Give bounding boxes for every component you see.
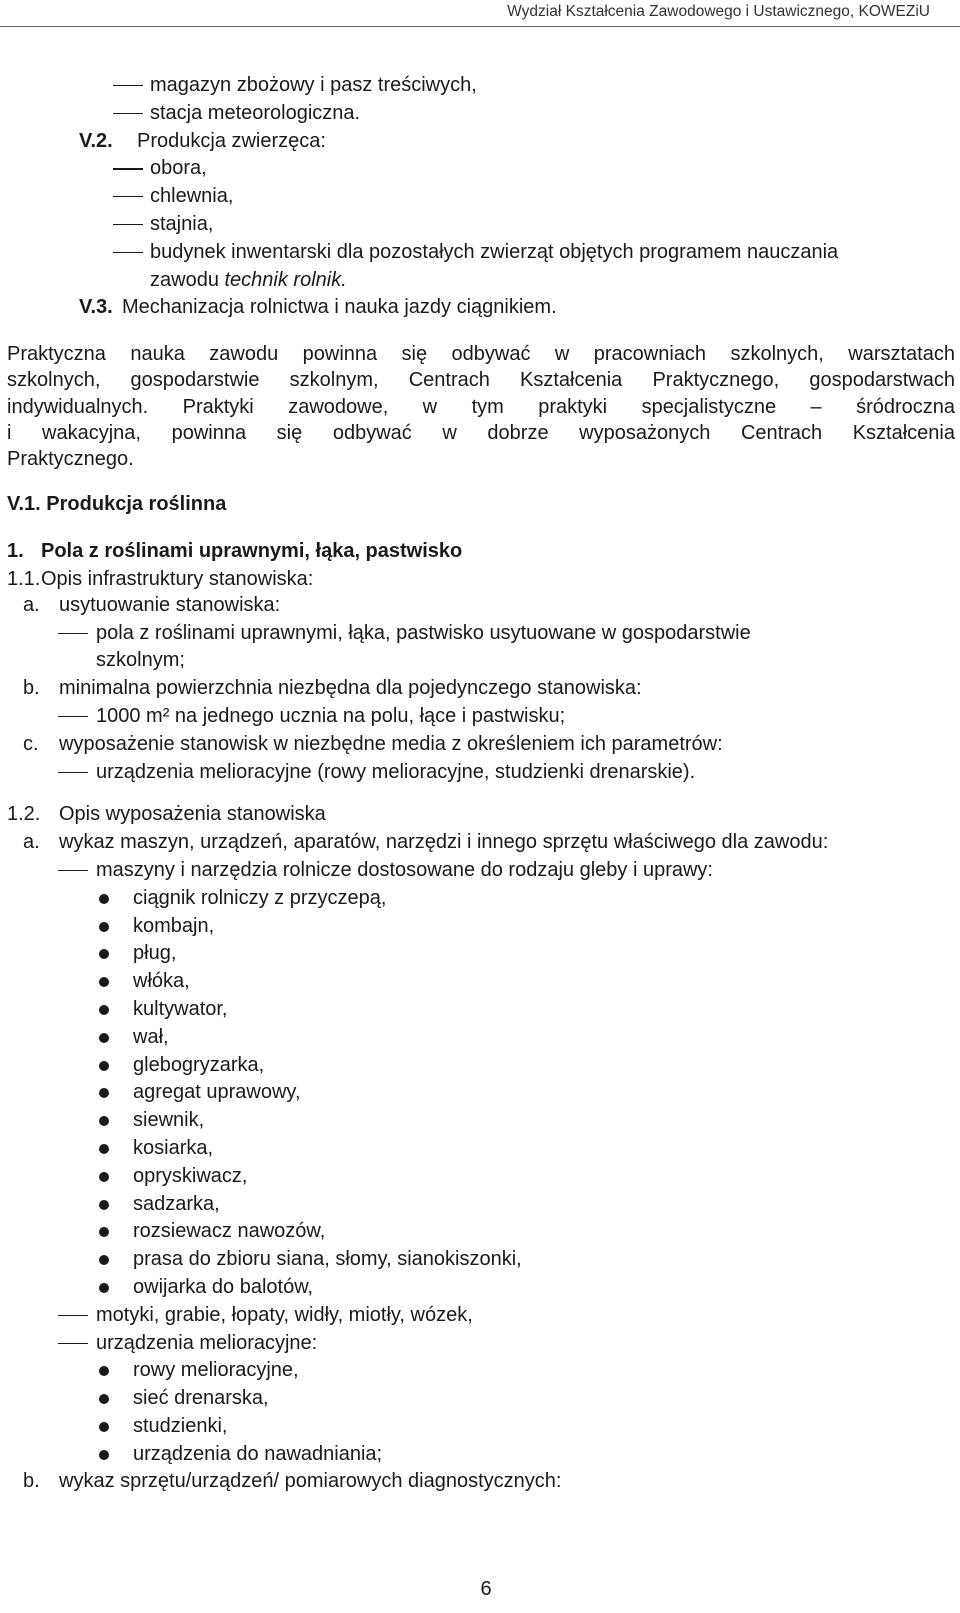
dash-marker xyxy=(113,196,143,197)
dash-marker xyxy=(113,113,143,114)
list-item: 1000 m² na jednego ucznia na polu, łące i pastwisku; xyxy=(7,703,955,731)
bullet-item: kombajn, xyxy=(7,913,955,941)
bullet-item: sieć drenarska, xyxy=(7,1385,955,1413)
bullet-item: kultywator, xyxy=(7,996,955,1024)
list-item: magazyn zbożowy i pasz treściwych, xyxy=(7,72,955,100)
bullet-item: glebogryzarka, xyxy=(7,1052,955,1080)
list-item-continuation: szkolnym; xyxy=(96,649,185,672)
bullet-marker xyxy=(99,1088,109,1098)
bullet-marker xyxy=(99,1450,109,1460)
section-heading-v3: V.3. Mechanizacja rolnictwa i nauka jazdy ciągnikiem. xyxy=(79,296,557,319)
bullet-marker xyxy=(99,1394,109,1404)
dash-marker xyxy=(58,716,88,717)
bullet-item: prasa do zbioru siana, słomy, sianokiszonki, xyxy=(7,1246,955,1274)
bullet-marker xyxy=(99,949,109,959)
dash-marker xyxy=(58,633,88,634)
list-item: pola z roślinami uprawnymi, łąka, pastwisko usytuowane w gospodarstwie xyxy=(7,620,955,648)
list-item-continuation: zawodu technik rolnik. xyxy=(150,268,347,291)
list-item: stacja meteorologiczna. xyxy=(7,100,955,128)
dash-marker xyxy=(58,772,88,773)
bullet-item: wał, xyxy=(7,1024,955,1052)
bullet-marker xyxy=(99,922,109,932)
melioration-list xyxy=(7,1357,955,1468)
subheading-1-2: 1.2. Opis wyposażenia stanowiska xyxy=(7,803,326,826)
bullet-item: ciągnik rolniczy z przyczepą, xyxy=(7,885,955,913)
bullet-marker xyxy=(99,1283,109,1293)
page-number: 6 xyxy=(480,1578,492,1600)
bullet-marker xyxy=(99,1200,109,1210)
bullet-marker xyxy=(99,1422,109,1432)
list-item: chlewnia, xyxy=(7,183,955,211)
bullet-marker xyxy=(99,1144,109,1154)
bullet-item: opryskiwacz, xyxy=(7,1163,955,1191)
bullet-marker xyxy=(99,1005,109,1015)
subheading-1-1: 1.1. Opis infrastruktury stanowiska: xyxy=(7,567,314,590)
section-heading-v2: V.2. Produkcja zwierzęca: xyxy=(79,129,326,152)
bullet-marker xyxy=(99,1255,109,1265)
bullet-item: pług, xyxy=(7,940,955,968)
item-1-2-a: a. wykaz maszyn, urządzeń, aparatów, narzędzi i innego sprzętu właściwego dla zawodu: xyxy=(23,831,829,854)
bullet-item: sadzarka, xyxy=(7,1191,955,1219)
item-c: c. wyposażenie stanowisk w niezbędne media z określeniem ich parametrów: xyxy=(23,732,723,755)
item-1-2-b: b. wykaz sprzętu/urządzeń/ pomiarowych diagnostycznych: xyxy=(23,1470,562,1493)
bullet-marker xyxy=(99,977,109,987)
bullet-marker xyxy=(99,1033,109,1043)
bullet-marker xyxy=(99,1116,109,1126)
item-b: b. minimalna powierzchnia niezbędna dla pojedynczego stanowiska: xyxy=(23,677,642,700)
heading-v1: V.1. Produkcja roślinna xyxy=(7,493,227,516)
body-paragraph: Praktyczna nauka zawodu powinna się odbywać w pracowniach szkolnych, warsztatach szkolnych, gospodarstwie szkolnym, Centrach Kształcenia Praktycznego, gospodarstwach indywidualnych. Praktyki zawodowe, w tym praktyki specjalistyczne – śródroczna i wakacyjna, powinna się odbywać w dobrze wyposażonych Centrach Kształcenia Praktycznego. xyxy=(7,343,955,470)
list-item: obora, xyxy=(7,155,955,183)
item-a: a. usytuowanie stanowiska: xyxy=(23,593,281,616)
machines-list xyxy=(7,885,955,1302)
bullet-marker xyxy=(99,1172,109,1182)
list-item: stajnia, xyxy=(7,211,955,239)
dash-marker xyxy=(113,168,143,169)
document-body xyxy=(7,72,955,1496)
bullet-item: rozsiewacz nawozów, xyxy=(7,1218,955,1246)
header-title: Wydział Kształcenia Zawodowego i Ustawicznego, KOWEZiU xyxy=(507,3,930,20)
heading-1: 1. Pola z roślinami uprawnymi, łąka, pastwisko xyxy=(7,539,463,562)
bullet-marker xyxy=(99,1366,109,1376)
bullet-item: urządzenia do nawadniania; xyxy=(7,1441,955,1469)
dash-marker xyxy=(113,252,143,253)
bullet-item: studzienki, xyxy=(7,1413,955,1441)
list-item: urządzenia melioracyjne: xyxy=(7,1330,955,1358)
list-item: motyki, grabie, łopaty, widły, miotły, wózek, xyxy=(7,1302,955,1330)
dash-marker xyxy=(58,870,88,871)
list-item: maszyny i narzędzia rolnicze dostosowane do rodzaju gleby i uprawy: xyxy=(7,857,955,885)
bullet-marker xyxy=(99,894,109,904)
bullet-item: rowy melioracyjne, xyxy=(7,1357,955,1385)
page-header xyxy=(0,0,960,27)
bullet-item: włóka, xyxy=(7,968,955,996)
bullet-marker xyxy=(99,1061,109,1071)
dash-marker xyxy=(58,1343,88,1344)
bullet-item: siewnik, xyxy=(7,1107,955,1135)
list-item: urządzenia melioracyjne (rowy melioracyjne, studzienki drenarskie). xyxy=(7,759,955,787)
list-item: budynek inwentarski dla pozostałych zwierząt objętych programem nauczania xyxy=(7,239,955,267)
bullet-item: agregat uprawowy, xyxy=(7,1079,955,1107)
dash-marker xyxy=(113,85,143,86)
bullet-item: kosiarka, xyxy=(7,1135,955,1163)
dash-marker xyxy=(113,224,143,225)
bullet-marker xyxy=(99,1227,109,1237)
dash-marker xyxy=(58,1315,88,1316)
bullet-item: owijarka do balotów, xyxy=(7,1274,955,1302)
